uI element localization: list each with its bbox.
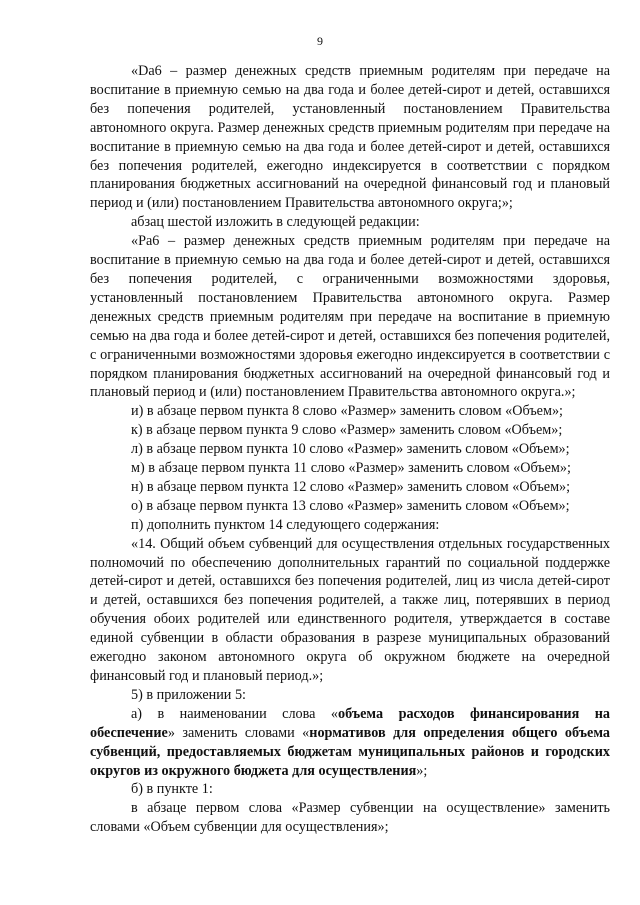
paragraph-da6: «Da6 – размер денежных средств приемным родителям при передаче на воспитание в приемную семью на два года и более детей-сирот и детей, оставшихся без попечения родителей, установленный постановлением Правительства автономного округа. Размер денежных средств приемным родителям при передаче на воспитание в приемную семью на два года и более детей-сирот и детей, оставшихся без попечения родителей, ежегодно индексируется в соответствии с порядком планирования бюджетных ассигнований на очередной финансовый год и плановый период и (или) постановлением Правительства автономного округа;»; bbox=[90, 63, 610, 212]
text-segment: » заменить словами « bbox=[167, 724, 310, 741]
bold-new-wording: нормативов для определения общего объема субвенций, предоставляемых бюджетам муниципальных районов и городских округов из окружного бюджета для осуществления bbox=[90, 724, 610, 779]
document-body bbox=[90, 62, 610, 837]
paragraph-prilozhenie-5: 5) в приложении 5: bbox=[131, 686, 246, 703]
paragraph-punkt-1: б) в пункте 1: bbox=[131, 781, 213, 798]
paragraph-abzac-perviy: в абзаце первом слова «Размер субвенции на осуществление» заменить словами «Объем субвенции для осуществления»; bbox=[90, 800, 610, 836]
paragraph-pa6: «Pa6 – размер денежных средств приемным родителям при передаче на воспитание в приемную семью на два года и более детей-сирот и детей, оставшихся без попечения родителей, с ограниченными возможностями здоровья, установленный постановлением Правительства автономного округа. Размер денежных средств приемным родителям при передаче на воспитание в приемную семью на два года и более детей-сирот и детей, оставшихся без попечения родителей, с ограниченными возможностями здоровья ежегодно индексируется в соответствии с порядком планирования бюджетных ассигнований на очередной финансовый год и плановый период и (или) постановлением Правительства автономного округа.»; bbox=[90, 233, 610, 401]
text-segment: »; bbox=[416, 762, 428, 779]
list-item: м) в абзаце первом пункта 11 слово «Размер» заменить словом «Объем»; bbox=[131, 460, 571, 477]
list-item: о) в абзаце первом пункта 13 слово «Размер» заменить словом «Объем»; bbox=[131, 497, 570, 514]
list-item: к) в абзаце первом пункта 9 слово «Размер» заменить словом «Объем»; bbox=[131, 422, 563, 439]
paragraph-punkt-14: «14. Общий объем субвенций для осуществления отдельных государственных полномочий по обеспечению дополнительных гарантий по социальной поддержке детей-сирот и детей, оставшихся без попечения родителей, лиц из числа детей-сирот и детей, оставшихся без попечения родителей, а также лиц, потерявших в период обучения обоих родителей или единственного родителя, утверждается в составе единой субвенции в области образования в разрезе муниципальных образований ежегодно законом автономного округа об окружном бюджете на очередной финансовый год и плановый период.»; bbox=[90, 535, 610, 684]
bold-old-wording: объема расходов финансирования на обеспечение bbox=[90, 705, 611, 741]
list-item: п) дополнить пунктом 14 следующего содержания: bbox=[131, 516, 440, 533]
list-item: л) в абзаце первом пункта 10 слово «Размер» заменить словом «Объем»; bbox=[131, 441, 570, 458]
text-segment: а) в наименовании слова « bbox=[131, 705, 339, 722]
paragraph-abzac-shestoy: абзац шестой изложить в следующей редакции: bbox=[131, 214, 420, 231]
paragraph-naimenovanie bbox=[90, 705, 610, 781]
list-item: н) в абзаце первом пункта 12 слово «Размер» заменить словом «Объем»; bbox=[131, 478, 571, 495]
page-number: 9 bbox=[317, 34, 323, 48]
list-item: и) в абзаце первом пункта 8 слово «Размер» заменить словом «Объем»; bbox=[131, 403, 563, 420]
